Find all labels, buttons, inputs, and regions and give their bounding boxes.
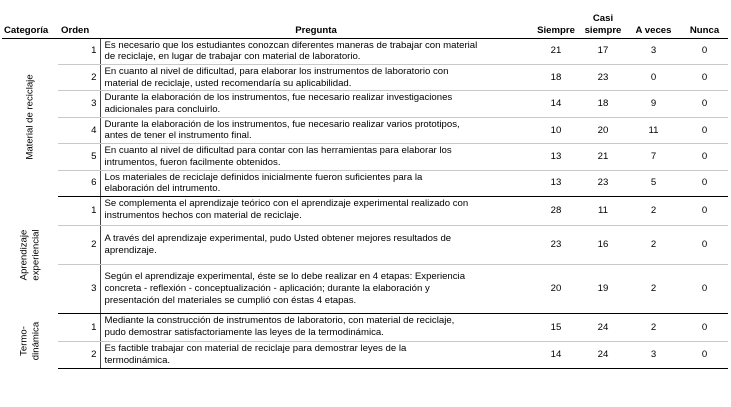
nunca-cell: 0 <box>681 196 728 225</box>
a-veces-cell: 11 <box>626 117 681 143</box>
casi-siempre-cell: 24 <box>580 341 626 368</box>
question-cell: Los materiales de reciclaje definidos inicialmente fueron suficientes para la elaboración del intrumento. <box>100 170 532 196</box>
nunca-cell: 0 <box>681 38 728 64</box>
table-row <box>2 196 728 225</box>
casi-siempre-cell: 18 <box>580 91 626 117</box>
table-row <box>2 264 728 313</box>
casi-siempre-cell: 23 <box>580 170 626 196</box>
a-veces-cell: 2 <box>626 196 681 225</box>
category-label: Material de reciclaje <box>24 74 36 161</box>
table-row <box>2 170 728 196</box>
category-label: Termo- dinámica <box>18 321 41 361</box>
header-orden: Orden <box>58 4 100 38</box>
header-a-veces: A veces <box>626 4 681 38</box>
order-cell: 1 <box>58 38 100 64</box>
nunca-cell: 0 <box>681 170 728 196</box>
siempre-cell: 10 <box>532 117 580 143</box>
nunca-cell: 0 <box>681 91 728 117</box>
nunca-cell: 0 <box>681 264 728 313</box>
siempre-cell: 13 <box>532 170 580 196</box>
question-cell: Es factible trabajar con material de reciclaje para demostrar leyes de la termodinámica. <box>100 341 532 368</box>
table-row <box>2 64 728 90</box>
a-veces-cell: 9 <box>626 91 681 117</box>
group-aprendizaje-experiencial <box>2 196 728 313</box>
nunca-cell: 0 <box>681 117 728 143</box>
category-cell <box>2 38 58 196</box>
a-veces-cell: 7 <box>626 144 681 170</box>
header-pregunta: Pregunta <box>100 4 532 38</box>
question-cell: A través del aprendizaje experimental, pudo Usted obtener mejores resultados de aprendizaje. <box>100 225 532 264</box>
siempre-cell: 18 <box>532 64 580 90</box>
order-cell: 1 <box>58 196 100 225</box>
siempre-cell: 13 <box>532 144 580 170</box>
siempre-cell: 20 <box>532 264 580 313</box>
header-casi-siempre-line1: Casi <box>592 13 614 25</box>
question-cell: Se complementa el aprendizaje teórico con el aprendizaje experimental realizado con instrumentos hechos con material de reciclaje. <box>100 196 532 225</box>
casi-siempre-cell: 24 <box>580 313 626 341</box>
siempre-cell: 28 <box>532 196 580 225</box>
table-row <box>2 91 728 117</box>
category-label: Aprendizaje experiencial <box>18 229 41 281</box>
a-veces-cell: 2 <box>626 264 681 313</box>
a-veces-cell: 2 <box>626 313 681 341</box>
nunca-cell: 0 <box>681 341 728 368</box>
survey-results-table <box>2 4 728 369</box>
header-row <box>2 4 728 38</box>
casi-siempre-cell: 21 <box>580 144 626 170</box>
casi-siempre-cell: 19 <box>580 264 626 313</box>
order-cell: 1 <box>58 313 100 341</box>
question-cell: En cuanto al nivel de dificultad, para elaborar los instrumentos de laboratorio con material de reciclaje, usted recomendaría su aplicabilidad. <box>100 64 532 90</box>
order-cell: 4 <box>58 117 100 143</box>
group-termodinamica <box>2 313 728 368</box>
question-cell: Es necesario que los estudiantes conozcan diferentes maneras de trabajar con material de reciclaje, en lugar de trabajar con material de laboratorio. <box>100 38 532 64</box>
header-siempre: Siempre <box>532 4 580 38</box>
table-row <box>2 225 728 264</box>
table-row <box>2 38 728 64</box>
siempre-cell: 14 <box>532 341 580 368</box>
nunca-cell: 0 <box>681 64 728 90</box>
order-cell: 2 <box>58 64 100 90</box>
question-cell: Durante la elaboración de los instrumentos, fue necesario realizar varios prototipos, antes de tener el instrumento final. <box>100 117 532 143</box>
casi-siempre-cell: 16 <box>580 225 626 264</box>
siempre-cell: 23 <box>532 225 580 264</box>
question-cell: En cuanto al nivel de dificultad para contar con las herramientas para elaborar los intrumentos, fueron facilmente obtenidos. <box>100 144 532 170</box>
header-categoria: Categoría <box>2 4 58 38</box>
order-cell: 2 <box>58 225 100 264</box>
siempre-cell: 14 <box>532 91 580 117</box>
casi-siempre-cell: 17 <box>580 38 626 64</box>
category-cell <box>2 196 58 313</box>
nunca-cell: 0 <box>681 225 728 264</box>
siempre-cell: 15 <box>532 313 580 341</box>
table-row <box>2 313 728 341</box>
order-cell: 6 <box>58 170 100 196</box>
a-veces-cell: 3 <box>626 341 681 368</box>
table-row <box>2 144 728 170</box>
casi-siempre-cell: 23 <box>580 64 626 90</box>
a-veces-cell: 2 <box>626 225 681 264</box>
category-cell <box>2 313 58 368</box>
order-cell: 3 <box>58 264 100 313</box>
a-veces-cell: 3 <box>626 38 681 64</box>
casi-siempre-cell: 20 <box>580 117 626 143</box>
table-row <box>2 341 728 368</box>
question-cell: Según el aprendizaje experimental, éste se lo debe realizar en 4 etapas: Experiencia concreta - reflexión - conceptualización - aplicación; durante la elaboración y presentación del materiales se cumplió con éstas 4 etapas. <box>100 264 532 313</box>
order-cell: 3 <box>58 91 100 117</box>
nunca-cell: 0 <box>681 313 728 341</box>
nunca-cell: 0 <box>681 144 728 170</box>
a-veces-cell: 5 <box>626 170 681 196</box>
header-casi-siempre <box>580 4 626 38</box>
group-material-de-reciclaje <box>2 38 728 196</box>
table-row <box>2 117 728 143</box>
header-casi-siempre-line2: siempre <box>584 24 622 36</box>
siempre-cell: 21 <box>532 38 580 64</box>
order-cell: 5 <box>58 144 100 170</box>
casi-siempre-cell: 11 <box>580 196 626 225</box>
a-veces-cell: 0 <box>626 64 681 90</box>
header-nunca: Nunca <box>681 4 728 38</box>
question-cell: Mediante la construcción de instrumentos de laboratorio, con material de reciclaje, pudo demostrar satisfactoriamente las leyes de la termodinámica. <box>100 313 532 341</box>
order-cell: 2 <box>58 341 100 368</box>
question-cell: Durante la elaboración de los instrumentos, fue necesario realizar investigaciones adicionales para concluirlo. <box>100 91 532 117</box>
